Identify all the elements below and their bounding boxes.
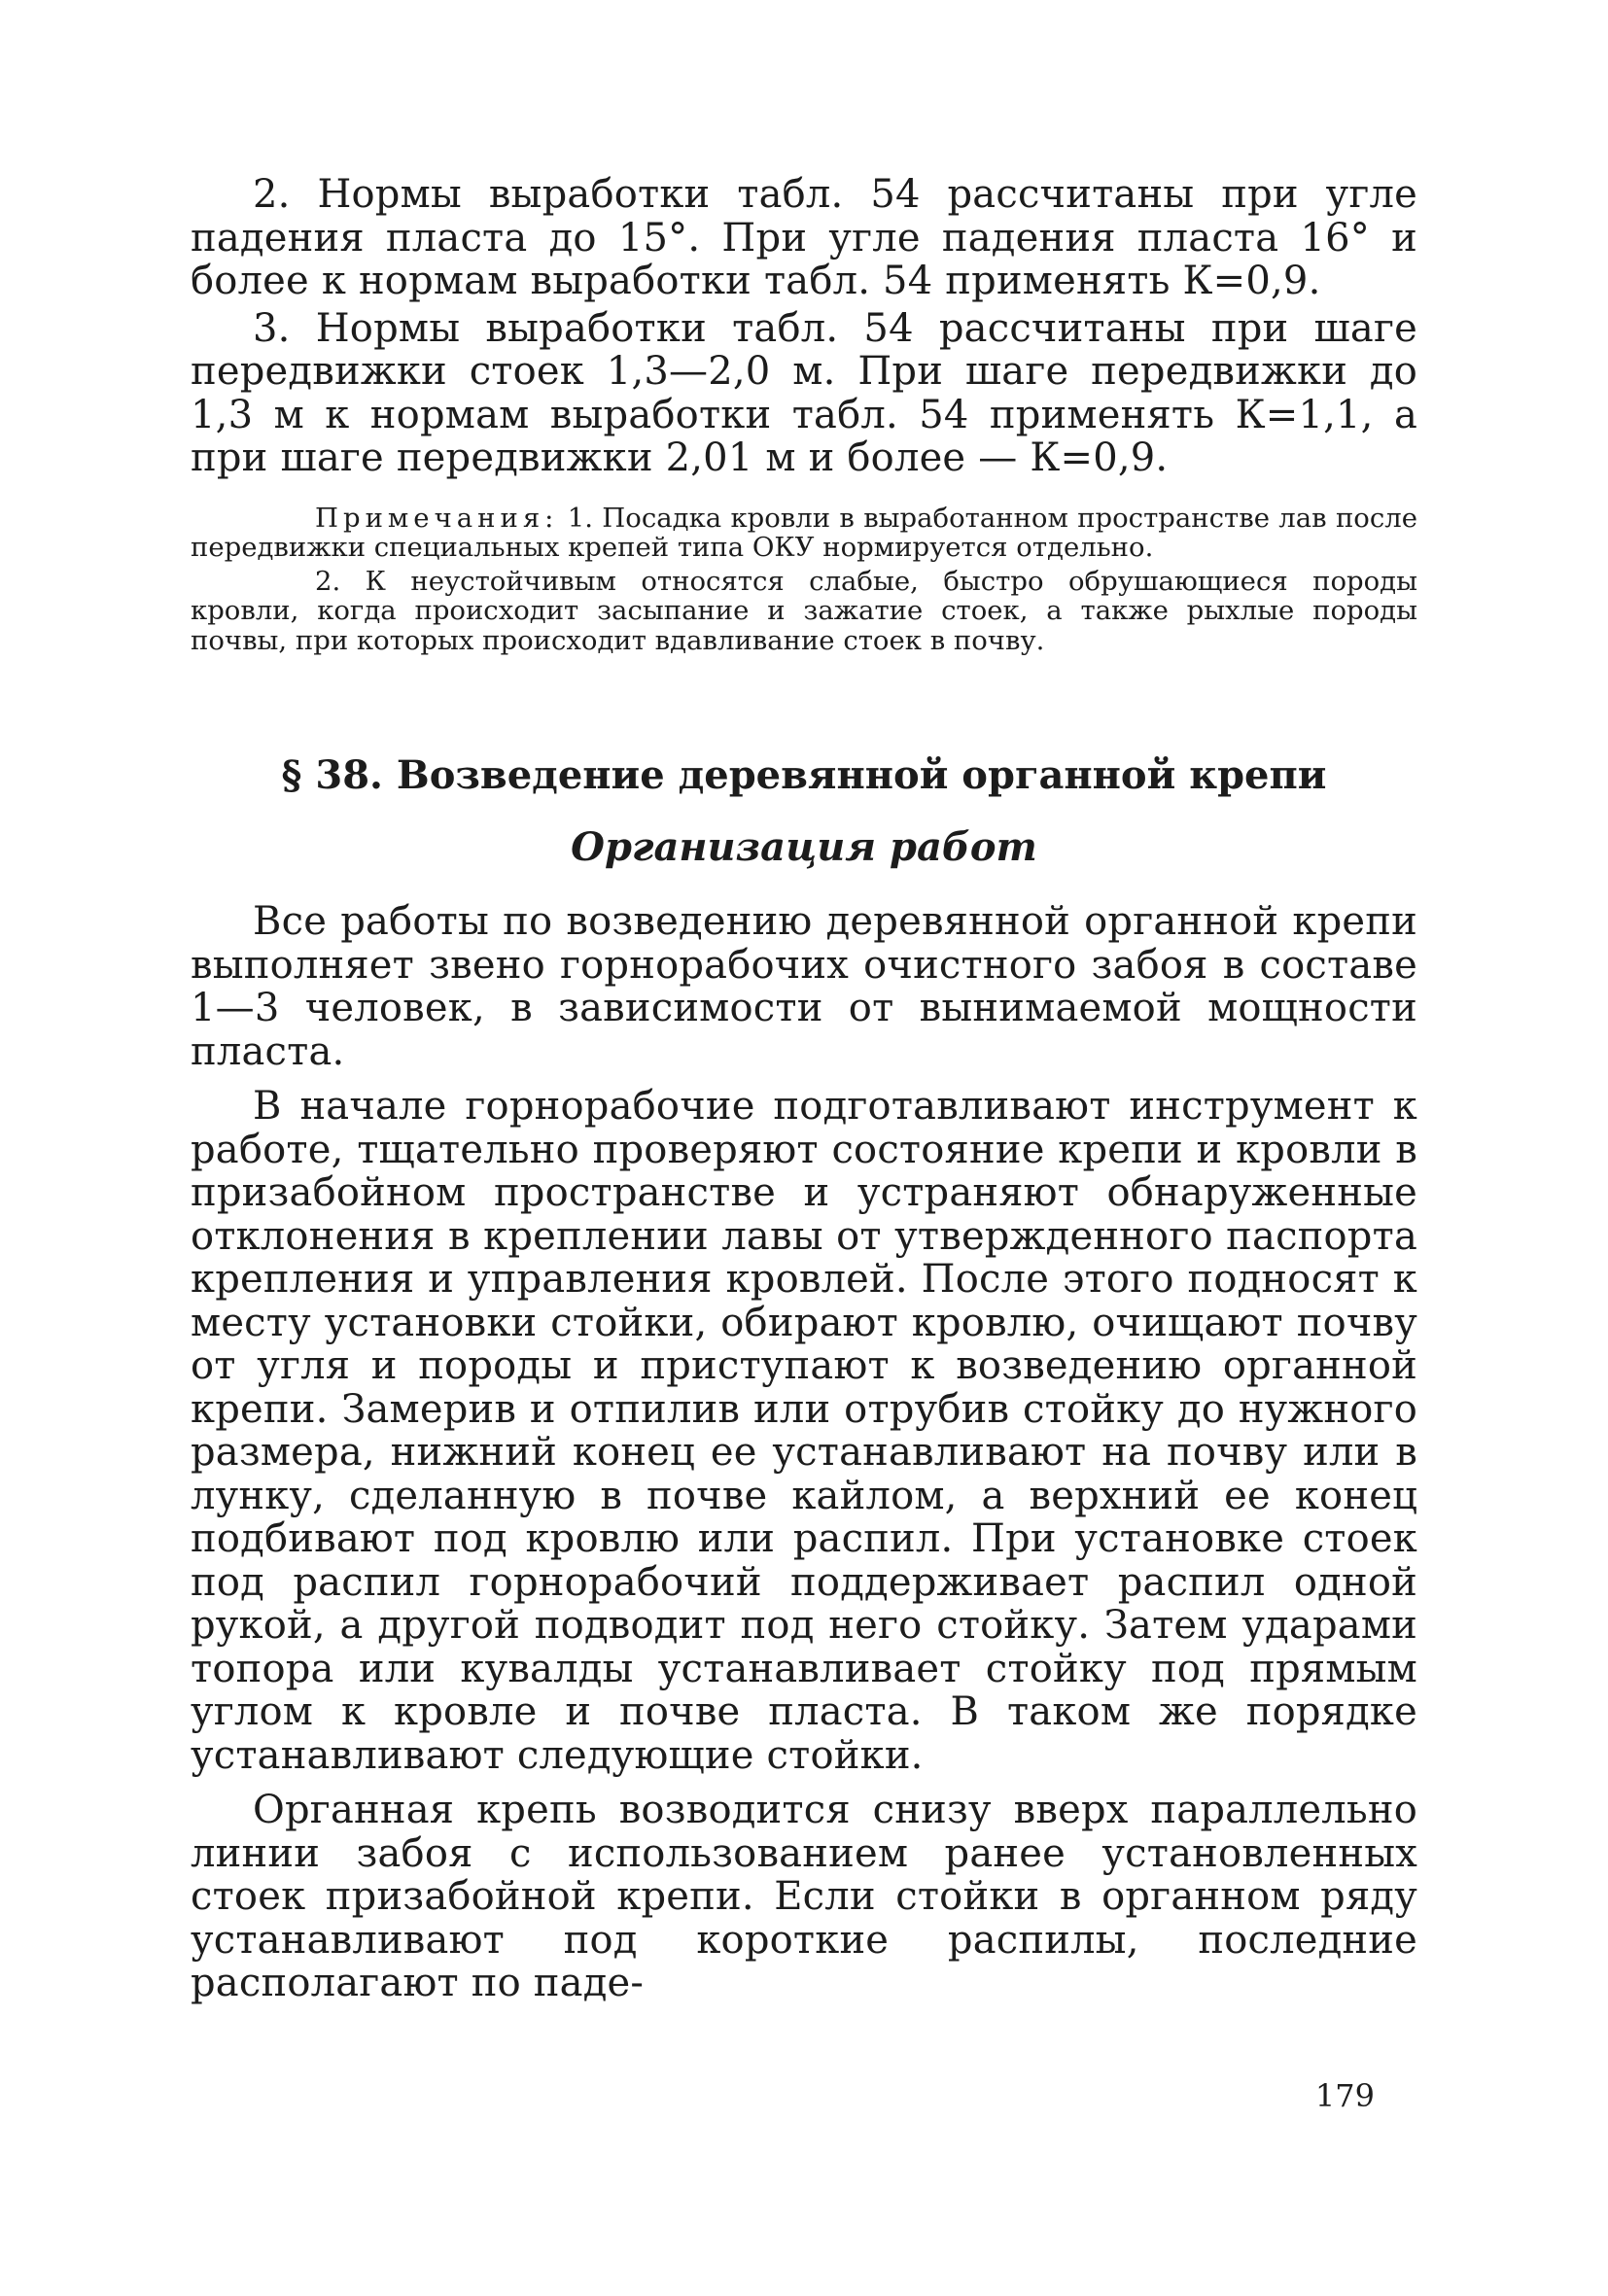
notes-block: [191, 504, 1417, 656]
note-1-text: 1. Посадка кровли в выработанном пространстве лав после передвижки специальных крепей типа ОКУ нормируется отдельно.: [191, 502, 1417, 563]
notes-label: Примечания:: [315, 502, 559, 534]
section-paragraph-1: Все работы по возведению деревянной органной крепи выполняет звено горнорабочих очистного забоя в составе 1—3 человек, в зависимости от вынимаемой мощности пласта.: [191, 899, 1417, 1074]
note-1: [191, 504, 1417, 563]
norm-paragraph-2: 2. Нормы выработки табл. 54 рассчитаны при угле падения пласта до 15°. При угле падения пласта 16° и более к нормам выработки табл. 54 применять К=0,9.: [191, 172, 1417, 303]
section-body: [191, 900, 1417, 2005]
section-subheading: Организация работ: [571, 824, 1037, 870]
section-spacer: [191, 655, 1417, 750]
page: [191, 173, 1417, 2224]
norm-paragraph-3: 3. Нормы выработки табл. 54 рассчитаны при шаге передвижки стоек 1,3—2,0 м. При шаге передвижки до 1,3 м к нормам выработки табл. 54 применять К=1,1, а при шаге передвижки 2,01 м и более — К=0,9.: [191, 305, 1417, 480]
page-number: 179: [1314, 2077, 1375, 2114]
note-2: 2. К неустойчивым относятся слабые, быстро обрушающиеся породы кровли, когда происходит засыпание и зажатие стоек, а также рыхлые породы почвы, при которых происходит вдавливание стоек в почву.: [191, 565, 1417, 656]
section-heading: § 38. Возведение деревянной органной крепи: [281, 752, 1327, 798]
section-paragraph-2: В начале горнорабочие подготавливают инструмент к работе, тщательно проверяют состояние крепи и кровли в призабойном пространстве и устраняют обнаруженные отклонения в креплении лавы от утвержденного паспорта крепления и управления кровлей. После этого подносят к месту установки стойки, обирают кровлю, очищают почву от угля и породы и приступают к возведению органной крепи. Замерив и отпилив или отрубив стойку до нужного размера, нижний конец ее устанавливают на почву или в лунку, сделанную в почве кайлом, а верхний ее конец подбивают под кровлю или распил. При установке стоек под распил горнорабочий поддерживает распил одной рукой, а другой подводит под него стойку. Затем ударами топора или кувалды устанавливает стойку под прямым углом к кровле и почве пласта. В таком же порядке устанавливают следующие стойки.: [191, 1084, 1417, 1778]
section-paragraph-3: Органная крепь возводится снизу вверх параллельно линии забоя с использованием ранее установленных стоек призабойной крепи. Если стойки в органном ряду устанавливают под короткие распилы, последние располагают по паде-: [191, 1788, 1417, 2005]
